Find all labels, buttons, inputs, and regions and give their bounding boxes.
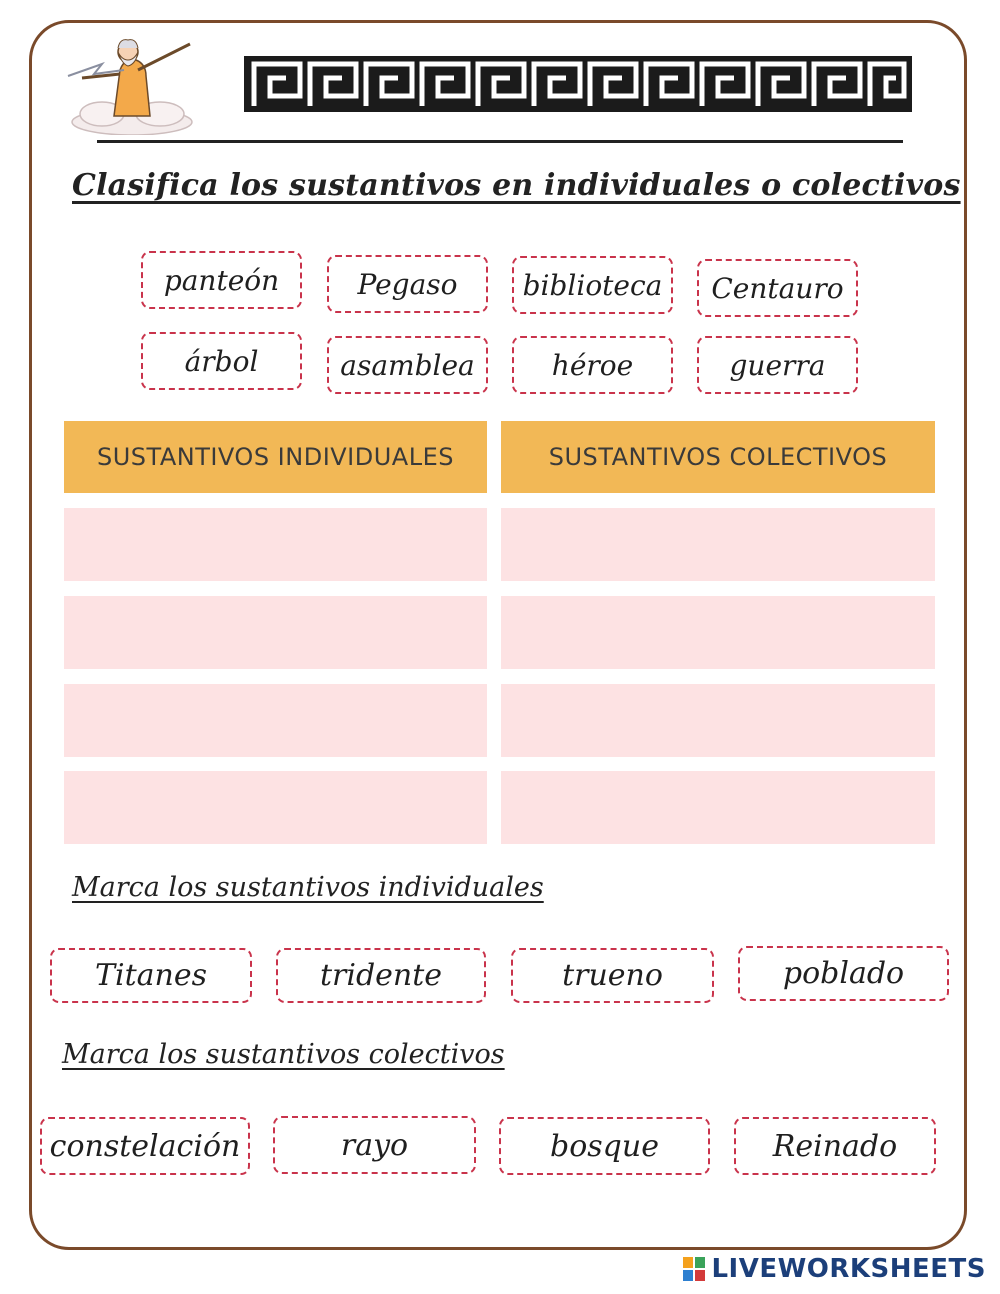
word-chip-heroe[interactable]: héroe bbox=[512, 336, 673, 394]
drop-slot-colectivo[interactable] bbox=[501, 771, 935, 844]
option-tridente[interactable]: tridente bbox=[276, 948, 486, 1003]
header-divider bbox=[97, 140, 903, 143]
section-label-individuales: Marca los sustantivos individuales bbox=[72, 872, 544, 903]
word-chip-asamblea[interactable]: asamblea bbox=[327, 336, 488, 394]
option-poblado[interactable]: poblado bbox=[738, 946, 949, 1001]
option-reinado[interactable]: Reinado bbox=[734, 1117, 936, 1175]
option-rayo[interactable]: rayo bbox=[273, 1116, 476, 1174]
option-trueno[interactable]: trueno bbox=[511, 948, 714, 1003]
section-label-colectivos: Marca los sustantivos colectivos bbox=[62, 1039, 505, 1070]
brand-name: LIVEWORKSHEETS bbox=[711, 1254, 986, 1284]
word-chip-centauro[interactable]: Centauro bbox=[697, 259, 858, 317]
option-constelacion[interactable]: constelación bbox=[40, 1117, 250, 1175]
option-bosque[interactable]: bosque bbox=[499, 1117, 710, 1175]
liveworksheets-footer bbox=[683, 1254, 986, 1284]
drop-slot-colectivo[interactable] bbox=[501, 684, 935, 757]
drop-slot-individual[interactable] bbox=[64, 596, 487, 669]
column-header-colectivos: SUSTANTIVOS COLECTIVOS bbox=[501, 421, 935, 493]
drop-slot-individual[interactable] bbox=[64, 771, 487, 844]
word-chip-biblioteca[interactable]: biblioteca bbox=[512, 256, 673, 314]
drop-slot-colectivo[interactable] bbox=[501, 596, 935, 669]
word-chip-pegaso[interactable]: Pegaso bbox=[327, 255, 488, 313]
page-title: Clasifica los sustantivos en individuales o colectivos bbox=[72, 168, 961, 203]
column-header-individuales: SUSTANTIVOS INDIVIDUALES bbox=[64, 421, 487, 493]
liveworksheets-logo-icon bbox=[683, 1257, 705, 1281]
word-chip-arbol[interactable]: árbol bbox=[141, 332, 302, 390]
word-chip-guerra[interactable]: guerra bbox=[697, 336, 858, 394]
drop-slot-colectivo[interactable] bbox=[501, 508, 935, 581]
drop-slot-individual[interactable] bbox=[64, 684, 487, 757]
word-chip-panteon[interactable]: panteón bbox=[141, 251, 302, 309]
zeus-illustration bbox=[62, 30, 202, 135]
option-titanes[interactable]: Titanes bbox=[50, 948, 252, 1003]
greek-meander-border bbox=[244, 56, 912, 112]
drop-slot-individual[interactable] bbox=[64, 508, 487, 581]
